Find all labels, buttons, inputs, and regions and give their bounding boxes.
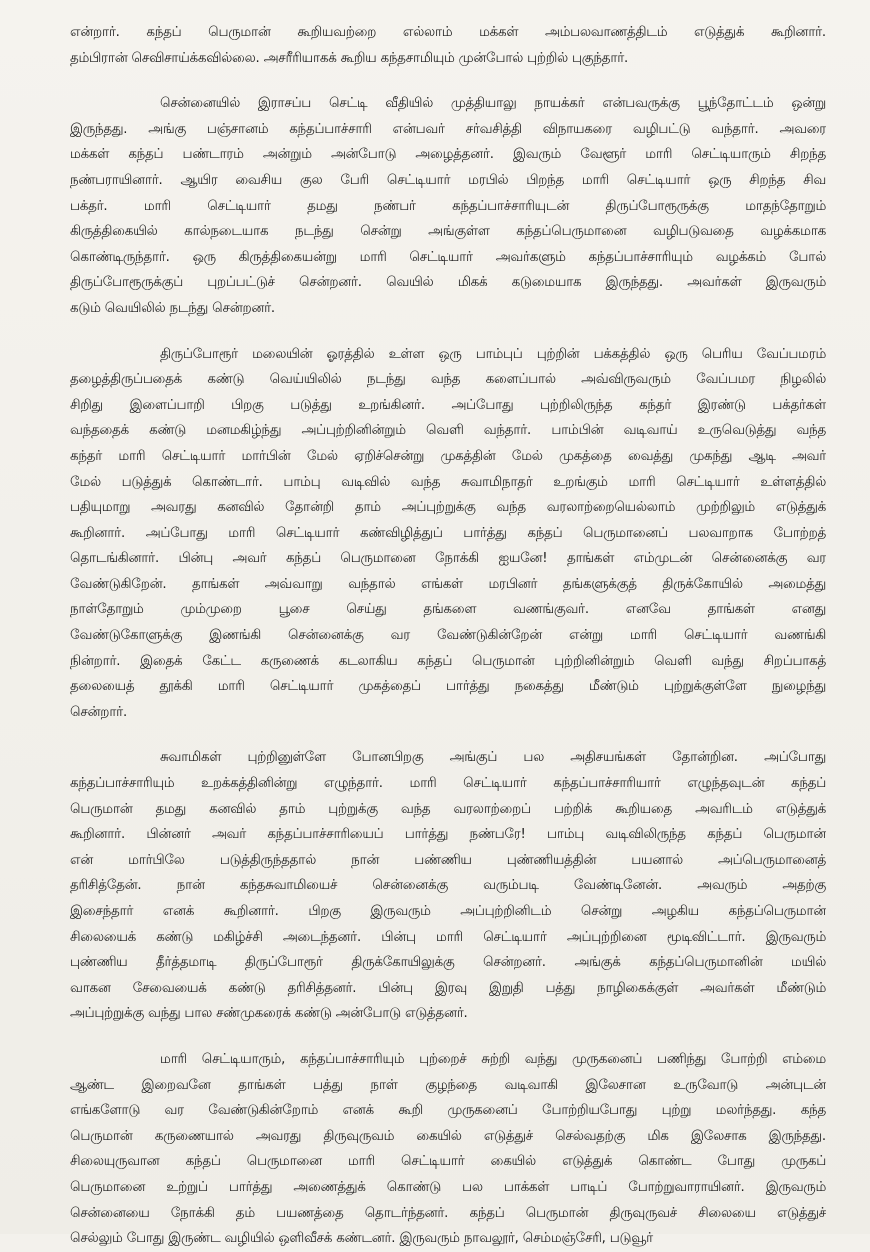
paragraph-gap	[70, 1027, 826, 1047]
text-line: மேல் படுத்துக் கொண்டார். பாம்பு வடிவில் வந்த சுவாமிநாதர் உறங்கும் மாரி செட்டியார் உள்ளத்தில்	[70, 474, 826, 490]
text-line: வேண்டுகிறேன். தாங்கள் அவ்வாறு வந்தால் எங்கள் மரபினர் தங்களுக்குத் திருக்கோயில் அமைத்து	[70, 576, 826, 592]
text-line: கடும் வெயிலில் நடந்து சென்றனர்.	[70, 300, 275, 316]
paragraph-gap	[70, 725, 826, 745]
document-body	[70, 20, 826, 1252]
text-line: தரிசித்தேன். நான் கந்தசுவாமியைச் சென்னைக்கு வரும்படி வேண்டினேன். அவரும் அதற்கு	[70, 878, 826, 894]
text-line: கூறினார். பின்னர் அவர் கந்தப்பாச்சாரியைப் பார்த்து நண்பரே! பாம்பு வடிவிலிருந்த கந்தப் பெருமான்	[70, 827, 826, 843]
text-line: இசைந்தார் எனக் கூறினார். பிறகு இருவரும் அப்புற்றினிடம் சென்று அழகிய கந்தப்பெருமான்	[70, 904, 826, 919]
text-line: திருப்போரூர் மலையின் ஓரத்தில் உள்ள ஒரு பாம்புப் புற்றின் பக்கத்தில் ஒரு பெரிய வேப்பமரம்	[160, 346, 826, 362]
text-line: நண்பராயினார். ஆயிர வைசிய குல பேரி செட்டியார் மரபில் பிறந்த மாரி செட்டியார் ஒரு சிறந்த சிவ	[70, 172, 826, 188]
text-line: கொண்டிருந்தார். ஒரு கிருத்திகையன்று மாரி செட்டியார் அவர்களும் கந்தப்பாச்சாரியும் வழக்கம் போல்	[70, 249, 826, 265]
text-line: பதியுமாறு அவரது கனவில் தோன்றி தாம் அப்புற்றுக்கு வந்த வரலாற்றையெல்லாம் முற்றிலும் எடுத்துக்	[70, 500, 826, 516]
text-line: கிருத்திகையில் கால்நடையாக நடந்து சென்று அங்குள்ள கந்தப்பெருமானை வழிபடுவதை வழக்கமாக	[70, 224, 826, 240]
text-line: செல்லும் போது இருண்ட வழியில் ஒளிவீசக் கண்டனர். இருவரும் நாவலூர், செம்மஞ்சேரி, படுவூர்	[70, 1231, 653, 1247]
text-line: பக்தர். மாரி செட்டியார் தமது நண்பர் கந்தப்பாச்சாரியுடன் திருப்போரூருக்கு மாதந்தோறும்	[70, 198, 826, 214]
paragraph-gap	[70, 71, 826, 91]
text-line: புண்ணிய தீர்த்தமாடி திருப்போரூர் திருக்கோயிலுக்கு சென்றனர். அங்குக் கந்தப்பெருமானின் மயில்	[70, 955, 826, 971]
paragraph-gap	[70, 322, 826, 342]
text-line: திருப்போரூருக்குப் புறப்பட்டுச் சென்றனர். வெயில் மிகக் கடுமையாக இருந்தது. அவர்கள் இருவரும்	[70, 275, 826, 291]
text-line: பெருமான் தமது கனவில் தாம் புற்றுக்கு வந்த வரலாற்றைப் பற்றிக் கூறியதை அவரிடம் எடுத்துக்	[70, 801, 826, 817]
paragraph	[70, 342, 826, 726]
text-line: தழைத்திருப்பதைக் கண்டு வெய்யிலில் நடந்து வந்த களைப்பால் அவ்விருவரும் வேப்பமர நிழலில்	[70, 372, 826, 388]
paragraph	[70, 745, 826, 1027]
text-line: சென்னையில் இராசப்ப செட்டி வீதியில் முத்தியாலு நாயக்கர் என்பவருக்கு பூந்தோட்டம் ஒன்று	[160, 96, 826, 112]
text-line: சென்றார்.	[70, 704, 128, 720]
text-line: நாள்தோறும் மும்முறை பூசை செய்து தங்களை வணங்குவர். எனவே தாங்கள் எனது	[70, 602, 826, 618]
text-line: வாகன சேவையைக் கண்டு தரிசித்தனர். பின்பு இரவு இறுதி பத்து நாழிகைக்குள் அவர்கள் மீண்டும்	[70, 980, 826, 996]
text-line: சுவாமிகள் புற்றினுள்ளே போனபிறகு அங்குப் பல அதிசயங்கள் தோன்றின. அப்போது	[160, 750, 826, 766]
text-line: வந்ததைக் கண்டு மனமகிழ்ந்து அப்புற்றினின்றும் வெளி வந்தார். பாம்பின் வடிவாய் உருவெடுத்து வந்த	[70, 423, 826, 439]
text-line: நின்றார். இதைக் கேட்ட கருணைக் கடலாகிய கந்தப் பெருமான் புற்றினின்றும் வெளி வந்து சிறப்பாகத்	[70, 653, 826, 669]
text-line: சென்னையை நோக்கி தம் பயணத்தை தொடர்ந்தனர். கந்தப் பெருமான் திருவுருவச் சிலையை எடுத்துச்	[70, 1205, 826, 1221]
text-line: எங்களோடு வர வேண்டுகின்றோம் எனக் கூறி முருகனைப் போற்றியபோது புற்று மலர்ந்தது. கந்த	[70, 1103, 826, 1119]
text-line: மாரி செட்டியாரும், கந்தப்பாச்சாரியும் புற்றைச் சுற்றி வந்து முருகனைப் பணிந்து போற்றி எம்மை	[160, 1051, 826, 1067]
paragraph	[70, 20, 826, 71]
text-line: கந்தப்பாச்சாரியும் உறக்கத்தினின்று எழுந்தார். மாரி செட்டியார் கந்தப்பாச்சாரியார் எழுந்தவுடன் கந்தப்	[70, 776, 826, 792]
text-line: என் மார்பிலே படுத்திருந்ததால் நான் பண்ணிய புண்ணியத்தின் பயனால் அப்பெருமானைத்	[70, 852, 826, 868]
paragraph	[70, 91, 826, 321]
text-line: ஆண்ட இறைவனே தாங்கள் பத்து நாள் குழந்தை வடிவாகி இலேசான உருவோடு அன்புடன்	[70, 1077, 826, 1093]
text-line: தொடங்கினார். பின்பு அவர் கந்தப் பெருமானை நோக்கி ஐயனே! தாங்கள் எம்முடன் சென்னைக்கு வர	[70, 551, 826, 567]
text-line: கூறினார். அப்போது மாரி செட்டியார் கண்விழித்துப் பார்த்து கந்தப் பெருமானைப் பலவாறாக போற்றத்	[70, 525, 826, 541]
text-line: இருந்தது. அங்கு பஞ்சானம் கந்தப்பாச்சாரி என்பவர் சர்வசித்தி விநாயகரை வழிபட்டு வந்தார். அவரை	[70, 121, 826, 137]
text-line: என்றார். கந்தப் பெருமான் கூறியவற்றை எல்லாம் மக்கள் அம்பலவாணத்திடம் எடுத்துக் கூறினார்.	[70, 25, 826, 40]
text-line: அப்புற்றுக்கு வந்து பால சண்முகரைக் கண்டு அன்போடு எடுத்தனர்.	[70, 1006, 468, 1022]
paragraph	[70, 1047, 826, 1252]
text-line: சிலையைக் கண்டு மகிழ்ச்சி அடைந்தனர். பின்பு மாரி செட்டியார் அப்புற்றினை மூடிவிட்டார். இருவரும்	[70, 929, 826, 945]
text-line: மக்கள் கந்தப் பண்டாரம் அன்றும் அன்போடு அழைத்தனர். இவரும் வேளூர் மாரி செட்டியாரும் சிறந்த	[70, 147, 826, 163]
text-line: கந்தர் மாரி செட்டியார் மார்பின் மேல் ஏறிச்சென்று முகத்தின் மேல் முகத்தை வைத்து முகந்து ஆடி அவர்	[70, 448, 826, 464]
text-line: பெருமான் கருணையால் அவரது திருவுருவம் கையில் எடுத்துச் செல்வதற்கு மிக இலேசாக இருந்தது.	[70, 1128, 826, 1144]
text-line: பெருமானை உற்றுப் பார்த்து அணைத்துக் கொண்டு பல பாக்கள் பாடிப் போற்றுவாராயினர். இருவரும்	[70, 1179, 826, 1195]
text-line: வேண்டுகோளுக்கு இணங்கி சென்னைக்கு வர வேண்டுகின்றேன் என்று மாரி செட்டியார் வணங்கி	[70, 628, 826, 644]
text-line: தலையைத் தூக்கி மாரி செட்டியார் முகத்தைப் பார்த்து நகைத்து மீண்டும் புற்றுக்குள்ளே நுழைந்து	[70, 679, 826, 695]
text-line: சிலையுருவான கந்தப் பெருமானை மாரி செட்டியார் கையில் எடுத்துக் கொண்ட போது முருகப்	[70, 1154, 826, 1170]
text-line: சிறிது இளைப்பாறி பிறகு படுத்து உறங்கினர். அப்போது புற்றிலிருந்த கந்தர் இரண்டு பக்தர்கள்	[70, 397, 826, 413]
text-line: தம்பிரான் செவிசாய்க்கவில்லை. அசரீரியாகக் கூறிய கந்தசாமியும் முன்போல் புற்றில் புகுந்தார்.	[70, 50, 629, 66]
